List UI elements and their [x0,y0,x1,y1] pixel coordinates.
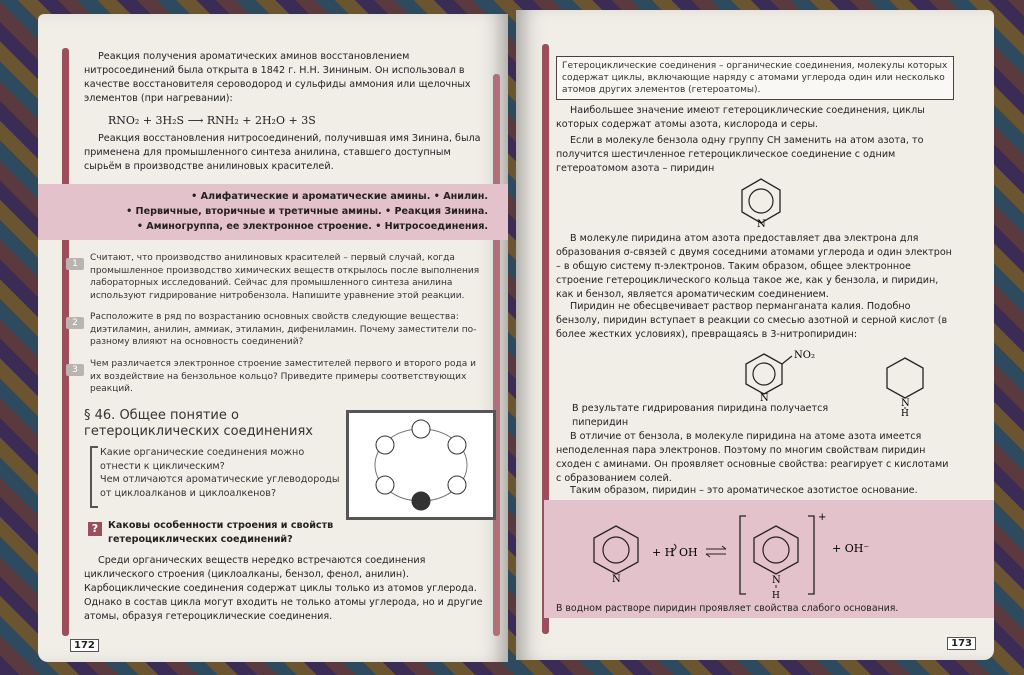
right-page-number: 173 [947,637,976,650]
section-title: § 46. Общее понятие о гетероциклических соединениях [84,408,313,439]
left-page-number: 172 [70,639,99,652]
task-text: Расположите в ряд по возрастанию основных свойств следующие вещества: диэтиламин, анилин, аммиак, этиламин, дифениламин. Почему заместители по-разному влияют на основность соединений? [90,312,477,347]
right-paragraph-3: В молекуле пиридина атом азота предоставляет два электрона для образования σ-связей с двумя соседними атомами углерода и один электрон – в общую систему π-электронов. Таким образом, общее электронное строение гетероциклического кольца такое же, как у бензола, и пиридин, как и бензол, является ароматическим соединением. [556,233,952,300]
left-page [38,14,508,662]
piperidine-h-label: H [901,409,909,416]
piperidine-structure [882,354,928,416]
intro-questions: Какие органические соединения можно отнести к циклическим? Чем отличаются ароматические углеводороды от циклоалканов и циклоалкенов? [100,447,340,499]
reactant-n-label: N [612,574,621,585]
children-circle-illustration [346,410,496,520]
right-paragraph-7: Таким образом, пиридин – это ароматическое азотистое основание. [570,485,918,496]
nitropyridine-n-label: N [760,393,769,402]
right-paragraph-4: Пиридин не обесцвечивает раствор перманганата калия. Подобно бензолу, пиридин вступает в реакции со смесью азотной и серной кислот (в более жестких условиях), превращаясь в 3-нитропиридин: [556,301,948,340]
definition-box: Гетероциклические соединения – органические соединения, молекулы которых содержат циклы, включающие наряду с атомами углерода один или несколько атомов других элементов (гетероатомы). [556,56,954,100]
left-paragraph-2: Реакция восстановления нитросоединений, получившая имя Зинина, была применена для промышленного синтеза анилина, ставшего доступным сырьём в производстве анилиновых красителей. [84,133,481,172]
right-paragraph-6: В отличие от бензола, в молекуле пиридина на атоме азота имеется неподеленная пара электронов. Поэтому по многим свойствам пиридин сходен с аминами. Он проявляет основные свойства: реагирует с кислотами с образованием солей. [556,431,949,484]
pyridine-structure [736,176,786,228]
no2-label: NO₂ [794,350,815,361]
reaction-caption: В водном растворе пиридин проявляет свойства слабого основания. [556,603,899,614]
question-icon: ? [88,522,102,536]
task-number: 1 [66,258,84,270]
keyword-line-3: • Аминогруппа, ее электронное строение. • Нитросоединения. [136,221,488,232]
left-paragraph-3: Среди органических веществ нередко встречаются соединения циклического строения (циклоалканы, бензол, фенол, анилин). Карбоциклические соединения содержат циклы только из атомов углерода. Однако в состав цикла могут входить не только атомы углерода, но и другие атомы, образуя гетероциклические соединения. [84,555,483,622]
task-text: Чем различается электронное строение заместителей первого и второго рода и их воздействие на бензольное кольцо? Приведите примеры соответствующих реакций. [90,359,476,394]
right-paragraph-2: Если в молекуле бензола одну группу CH заменить на атом азота, то получится шестичленное гетероциклическое соединение с одним гетероатомом азота – пиридин [556,135,924,174]
task-number: 2 [66,317,84,329]
zinin-equation: RNO₂ + 3H₂S ⟶ RNH₂ + 2H₂O + 3S [108,114,316,127]
intro-bracket [90,446,98,508]
task-number: 3 [66,364,84,376]
task-text: Считают, что производство анилиновых красителей – первый случай, когда промышленное производство химических веществ открылось после выполнения лабораторных исследований. Сейчас для промышленного синтеза анилина используют гидрирование нитробензола. Напишите уравнение этой реакции. [90,253,480,301]
right-paragraph-1: Наибольшее значение имеют гетероциклические соединения, циклы которых содержат атомы азота, кислорода и серы. [556,105,925,130]
pyridine-base-reaction [586,510,876,600]
right-paragraph-5: В результате гидрирования пиридина получается пиперидин [572,403,829,428]
question-heading: Каковы особенности строения и свойств гетероциклических соединений? [108,520,334,545]
right-page [516,10,994,660]
left-paragraph-1: Реакция получения ароматических аминов восстановлением нитросоединений была открыта в 1842 г. Н.Н. Зининым. Он использовал в качестве восстановителя сероводород и сульфиды аммония или щелочных элементов (при нагревании): [84,51,471,104]
left-margin-bar [62,48,69,636]
pyridine-n-label: N [757,219,766,228]
product-h-label: H [772,591,780,600]
plus-oh-label: + OH⁻ [832,542,870,555]
keyword-line-2: • Первичные, вторичные и третичные амины. • Реакция Зинина. [126,206,488,217]
oh-label: OH [679,546,698,559]
plus-h-label: + H [652,546,675,559]
piperidine-n-label: N [901,398,910,409]
keyword-line-1: • Алифатические и ароматические амины. • Анилин. [191,191,488,202]
left-inner-bar [493,74,500,636]
nitropyridine-structure [742,346,822,402]
product-n-label: N [772,575,781,586]
charge-label: + [818,512,827,523]
